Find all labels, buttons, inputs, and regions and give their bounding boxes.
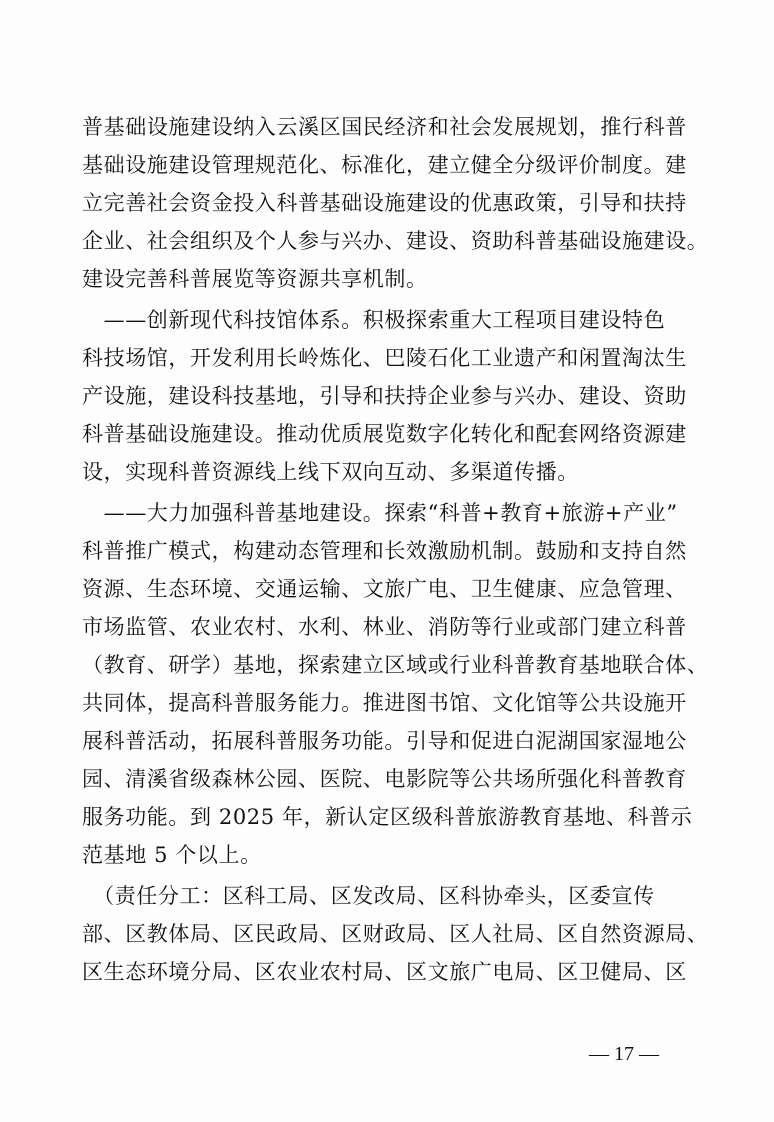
- text-line: 建设完善科普展览等资源共享机制。: [82, 267, 428, 291]
- text-line: 科普推广模式，构建动态管理和长效激励机制。鼓励和支持自然: [82, 539, 687, 563]
- text-line: 市场监管、农业农村、水利、林业、消防等行业或部门建立科普: [82, 615, 687, 639]
- text-line: 共同体，提高科普服务能力。推进图书馆、文化馆等公共设施开: [82, 691, 687, 715]
- text-line: （责任分工：区科工局、区发改局、区科协牵头，区委宣传: [82, 884, 655, 908]
- text-line: 企业、社会组织及个人参与兴办、建设、资助科普基础设施建设。: [82, 229, 709, 253]
- text-line: 展科普活动，拓展科普服务功能。引导和促进白泥湖国家湿地公: [82, 729, 687, 753]
- text-line: 设，实现科普资源线上线下双向互动、多渠道传播。: [82, 460, 579, 484]
- text-line: 服务功能。到 2025 年，新认定区级科普旅游教育基地、科普示: [82, 805, 693, 829]
- text-line: 科普基础设施建设。推动优质展览数字化转化和配套网络资源建: [82, 422, 687, 446]
- text-line: 范基地 5 个以上。: [82, 843, 262, 867]
- text-line: 基础设施建设管理规范化、标准化，建立健全分级评价制度。建: [82, 153, 687, 177]
- text-line: 区生态环境分局、区农业农村局、区文旅广电局、区卫健局、区: [82, 960, 687, 984]
- text-line: 部、区教体局、区民政局、区财政局、区人社局、区自然资源局、: [82, 922, 709, 946]
- text-line: 科技场馆，开发利用长岭炼化、巴陵石化工业遗产和闲置淘汰生: [82, 346, 687, 370]
- page-number: — 17 —: [589, 1043, 659, 1065]
- text-line: （教育、研学）基地，探索建立区域或行业科普教育基地联合体、: [82, 653, 709, 677]
- text-line: ——创新现代科技馆体系。积极探索重大工程项目建设特色: [82, 308, 666, 332]
- body-text: [82, 108, 709, 991]
- text-line: 园、清溪省级森林公园、医院、电影院等公共场所强化科普教育: [82, 767, 687, 791]
- text-line: 普基础设施建设纳入云溪区国民经济和社会发展规划，推行科普: [82, 115, 687, 139]
- text-line: 产设施，建设科技基地，引导和扶持企业参与兴办、建设、资助: [82, 384, 687, 408]
- text-line: ——大力加强科普基地建设。探索“科普+教育+旅游+产业”: [82, 501, 678, 525]
- text-line: 资源、生态环境、交通运输、文旅广电、卫生健康、应急管理、: [82, 577, 687, 601]
- text-line: 立完善社会资金投入科普基础设施建设的优惠政策，引导和扶持: [82, 191, 687, 215]
